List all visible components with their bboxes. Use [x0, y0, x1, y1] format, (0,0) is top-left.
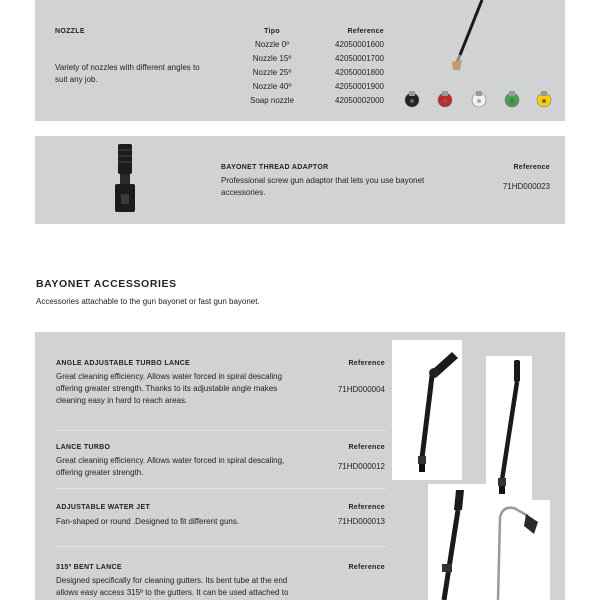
nozzle-ref-0: 42050001600	[335, 40, 384, 49]
adaptor-title: BAYONET THREAD ADAPTOR	[221, 164, 329, 171]
section-subtitle: Accessories attachable to the gun bayonet or fast gun bayonet.	[36, 297, 260, 306]
accessory-2-description: Fan-shaped or round .Designed to fit different guns.	[56, 517, 240, 526]
accessory-1-description: Great cleaning efficiency. Allows water forced in spiral descaling, offering greater strength.	[56, 456, 285, 477]
nozzle-tip-black-icon	[405, 91, 419, 107]
nozzle-tip-icons	[400, 88, 560, 112]
accessory-2-title: ADJUSTABLE WATER JET	[56, 504, 151, 511]
nozzle-tipo-2: Nozzle 25º	[252, 68, 292, 77]
accessory-0-description: Great cleaning efficiency. Allows water forced in spiral descaling offering greater strength. Thanks to its adjustable angle makes cleaning easy in hard to reach areas.	[56, 372, 283, 405]
bayonet-adaptor-image	[110, 142, 140, 214]
accessory-1-reference-header: Reference	[348, 444, 385, 451]
nozzle-tipo-4: Soap nozzle	[249, 96, 295, 105]
nozzle-tip-white-icon	[472, 91, 486, 107]
accessory-0-ref: 71HD000004	[337, 385, 385, 394]
lance-turbo-icon	[486, 356, 532, 500]
section-title: BAYONET ACCESSORIES	[36, 278, 177, 290]
nozzle-tip-red-icon	[438, 91, 452, 107]
nozzle-ref-2: 42050001800	[335, 68, 384, 77]
nozzle-tipo-0: Nozzle 0º	[254, 40, 290, 49]
accessory-3-reference-header: Reference	[348, 564, 385, 571]
nozzle-ref-3: 42050001900	[335, 82, 384, 91]
nozzle-tipo-3: Nozzle 40º	[252, 82, 292, 91]
adaptor-description: Professional screw gun adaptor that lets you use bayonet accessories.	[221, 176, 425, 197]
nozzle-tip-green-icon	[505, 91, 519, 107]
accessory-0-reference-header: Reference	[348, 360, 385, 367]
accessory-divider	[56, 546, 386, 547]
angle-turbo-lance-icon	[392, 340, 462, 480]
accessory-3-title: 315º BENT LANCE	[56, 564, 122, 571]
accessory-divider	[56, 488, 386, 489]
nozzle-tipo-1: Nozzle 15º	[252, 54, 292, 63]
nozzle-title: NOZZLE	[55, 28, 85, 35]
accessory-0-title: ANGLE ADJUSTABLE TURBO LANCE	[56, 360, 191, 367]
nozzle-reference-header: Reference	[347, 28, 384, 35]
accessory-3-description: Designed specifically for cleaning gutters. Its bent tube at the end allows easy access 315º to the gutters. It can be used attached to	[56, 576, 289, 597]
adaptor-ref: 71HD000023	[502, 182, 550, 191]
nozzle-ref-1: 42050001700	[335, 54, 384, 63]
bent-lance-icon	[486, 500, 550, 600]
accessory-2-reference-header: Reference	[348, 504, 385, 511]
nozzle-wand-image	[440, 0, 500, 75]
accessory-2-ref: 71HD000013	[337, 517, 385, 526]
accessory-1-title: LANCE TURBO	[56, 444, 111, 451]
nozzle-description: Variety of nozzles with different angles to suit any job.	[55, 63, 200, 84]
accessory-1-ref: 71HD000012	[337, 462, 385, 471]
adjustable-water-jet-icon	[428, 484, 486, 600]
tipo-header: Tipo	[264, 28, 280, 35]
accessory-divider	[56, 430, 386, 431]
nozzle-ref-4: 42050002000	[335, 96, 384, 105]
nozzle-tip-yellow-icon	[537, 91, 551, 107]
adaptor-reference-header: Reference	[513, 164, 550, 171]
